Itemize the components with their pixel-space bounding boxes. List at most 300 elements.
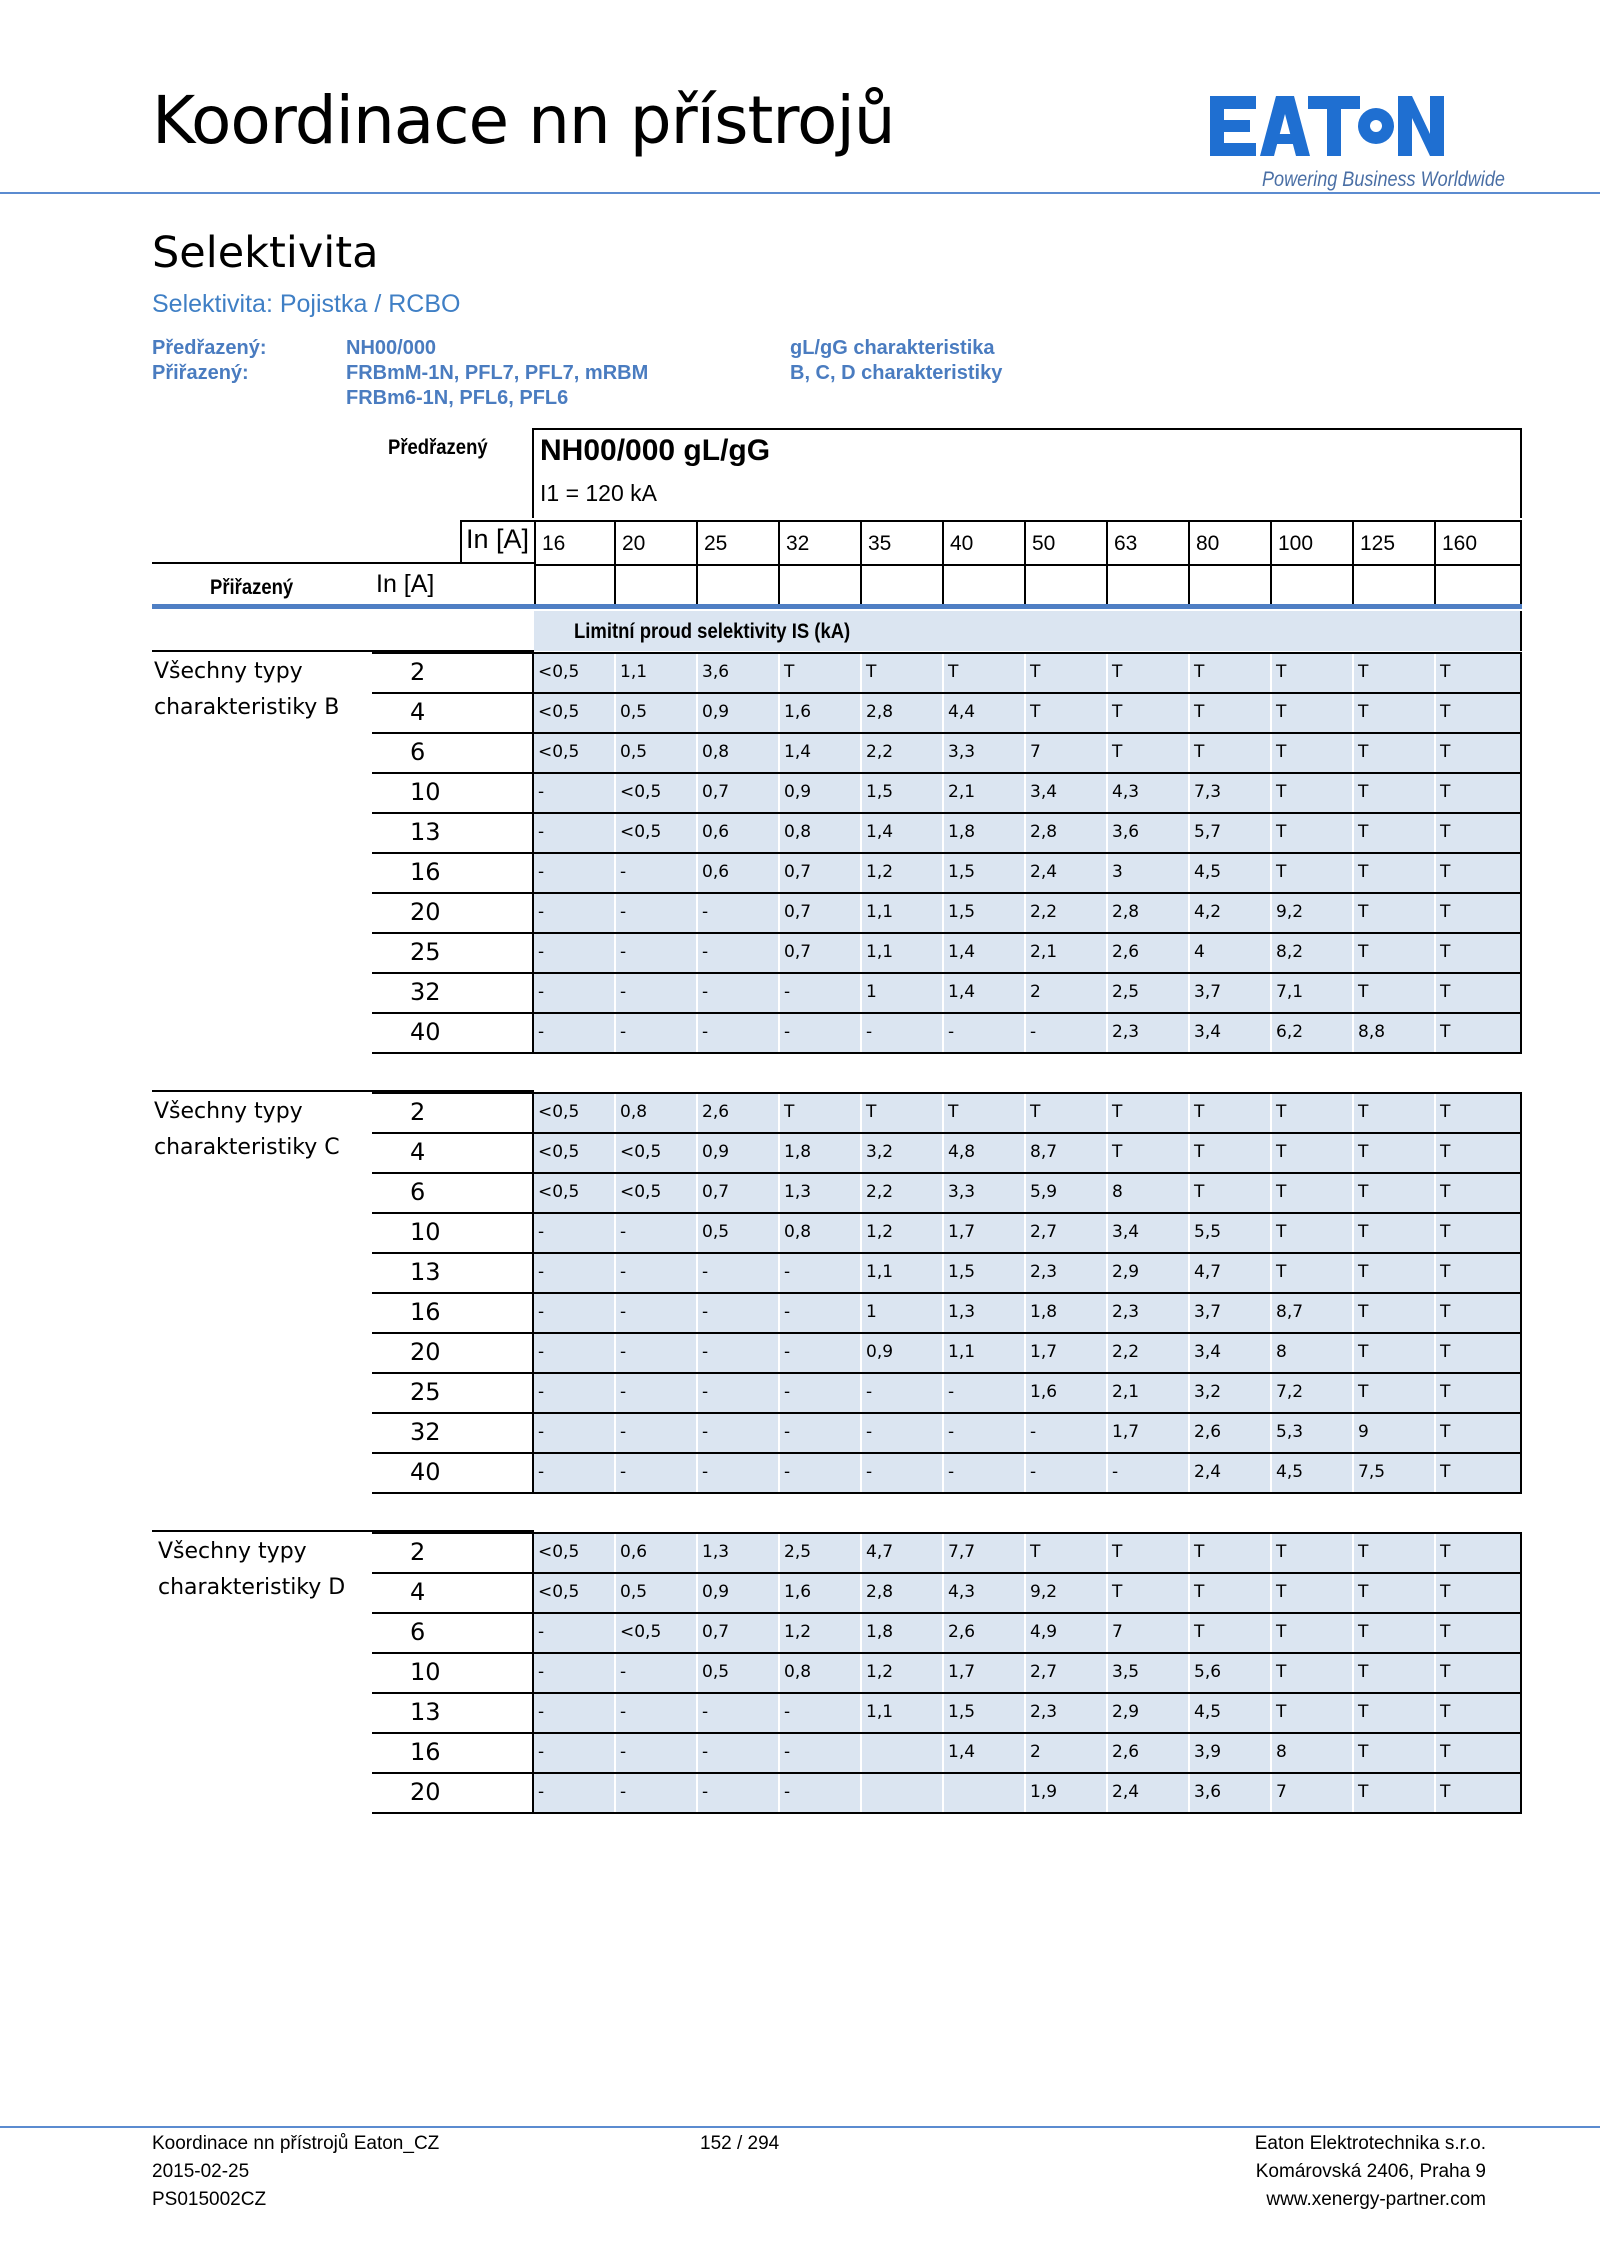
table-cell: 4,4 [944, 694, 1026, 732]
table-cell: T [1026, 1094, 1108, 1132]
table-cell: - [698, 1694, 780, 1732]
table-cell: T [1354, 1134, 1436, 1172]
table-cell: - [698, 894, 780, 932]
table-cell: - [780, 1374, 862, 1412]
table-cell: - [944, 1014, 1026, 1052]
table-cell: 7,2 [1272, 1374, 1354, 1412]
table-row [534, 1172, 1522, 1212]
table-cell: - [698, 974, 780, 1012]
table-cell: T [1272, 654, 1354, 692]
footer-company: Eaton Elektrotechnika s.r.o. [1254, 2133, 1486, 2154]
row-in-label: 2 [372, 1532, 532, 1572]
rating-spacer-cell [780, 564, 862, 608]
table-cell: 5,7 [1190, 814, 1272, 852]
table-cell: T [1354, 1654, 1436, 1692]
table-cell: - [534, 1774, 616, 1812]
table-row [534, 1372, 1522, 1412]
row-in-label: 4 [372, 692, 532, 732]
table-cell: 2,1 [1108, 1374, 1190, 1412]
table-cell: 0,8 [780, 1214, 862, 1252]
table-cell: - [616, 1294, 698, 1332]
table-cell: 8 [1108, 1174, 1190, 1212]
table-cell: - [780, 1014, 862, 1052]
table-cell: 1,1 [862, 934, 944, 972]
table-cell: T [1272, 1094, 1354, 1132]
table-cell: 1,2 [862, 1654, 944, 1692]
table-cell: 3,5 [1108, 1654, 1190, 1692]
table-cell: 3,2 [862, 1134, 944, 1172]
table-cell: 6,2 [1272, 1014, 1354, 1052]
table-cell: <0,5 [534, 654, 616, 692]
table-cell: <0,5 [534, 734, 616, 772]
rating-spacer-cell [1272, 564, 1354, 608]
table-cell: T [1108, 1134, 1190, 1172]
table-cell: 2 [1026, 1734, 1108, 1772]
section-subtitle: Selektivita: Pojistka / RCBO [152, 290, 461, 318]
footer-website: www.xenergy-partner.com [1266, 2189, 1486, 2210]
assigned-header-rule [152, 562, 534, 564]
table-cell: 1,2 [862, 854, 944, 892]
row-in-label: 4 [372, 1132, 532, 1172]
table-cell: - [534, 814, 616, 852]
table-cell: T [1354, 1374, 1436, 1412]
table-cell: 2,6 [1108, 1734, 1190, 1772]
row-in-label: 25 [372, 932, 532, 972]
table-cell: - [780, 1254, 862, 1292]
table-cell: T [1354, 1574, 1436, 1612]
table-cell: 3,4 [1190, 1014, 1272, 1052]
table-row [534, 1692, 1522, 1732]
table-row [534, 1452, 1522, 1492]
row-in-label: 6 [372, 732, 532, 772]
table-row [534, 1652, 1522, 1692]
table-cell: T [1354, 1094, 1436, 1132]
table-cell: 2,6 [1108, 934, 1190, 972]
table-cell: 1,4 [780, 734, 862, 772]
table-cell: T [1190, 1094, 1272, 1132]
table-cell: - [534, 934, 616, 972]
table-cell: - [616, 1774, 698, 1812]
table-cell: - [1026, 1454, 1108, 1492]
table-cell: - [616, 1214, 698, 1252]
table-row [534, 652, 1522, 692]
table-cell: T [1272, 1534, 1354, 1572]
table-cell: T [1108, 1534, 1190, 1572]
group-label-line2: charakteristiky C [154, 1135, 340, 1160]
rating-spacer-cell [944, 564, 1026, 608]
table-cell: - [534, 974, 616, 1012]
table-row [534, 1612, 1522, 1652]
table-cell: T [1108, 1094, 1190, 1132]
table-cell: T [1440, 1742, 1451, 1762]
table-cell: 0,5 [616, 694, 698, 732]
table-cell: 1,7 [944, 1654, 1026, 1692]
rating-header-cell: 125 [1354, 520, 1436, 564]
row-in-label: 40 [372, 1012, 532, 1052]
group-label-line2: charakteristiky B [154, 695, 340, 720]
table-cell: 2,1 [1026, 934, 1108, 972]
table-cell: - [780, 1414, 862, 1452]
table-cell: 1,1 [862, 894, 944, 932]
table-cell: 1,8 [862, 1614, 944, 1652]
table-cell: T [1190, 1534, 1272, 1572]
rating-header-cell: 35 [862, 520, 944, 564]
table-cell [862, 1734, 944, 1772]
table-cell: 1,1 [944, 1334, 1026, 1372]
table-cell: 3,6 [1190, 1774, 1272, 1812]
table-cell: T [1354, 1214, 1436, 1252]
table-cell: - [534, 1254, 616, 1292]
table-cell: T [1440, 982, 1451, 1002]
rating-header-cell: 32 [780, 520, 862, 564]
table-cell: T [1354, 1294, 1436, 1332]
rating-spacer-cell [534, 564, 616, 608]
table-cell: 1,9 [1026, 1774, 1108, 1812]
table-cell: - [616, 1454, 698, 1492]
downstream-meta-characteristic: B, C, D charakteristiky [790, 362, 1003, 384]
table-cell: T [1272, 1694, 1354, 1732]
table-cell: - [698, 1254, 780, 1292]
table-cell: 9,2 [1272, 894, 1354, 932]
footer-doc-id: PS015002CZ [152, 2189, 267, 2210]
table-cell: - [780, 1454, 862, 1492]
row-in-label: 20 [372, 1772, 532, 1812]
table-cell: - [616, 934, 698, 972]
table-cell: T [1026, 694, 1108, 732]
table-row [534, 852, 1522, 892]
table-cell: T [780, 1094, 862, 1132]
table-cell: T [1272, 694, 1354, 732]
table-cell: 0,7 [698, 1174, 780, 1212]
table-cell: T [1108, 734, 1190, 772]
table-cell: T [1440, 1662, 1451, 1682]
table-cell: T [1354, 974, 1436, 1012]
row-in-label: 13 [372, 1692, 532, 1732]
table-row [534, 1092, 1522, 1132]
table-cell: - [944, 1454, 1026, 1492]
rating-header-cell: 100 [1272, 520, 1354, 564]
table-row [534, 692, 1522, 732]
table-row [534, 1012, 1522, 1052]
table-cell: <0,5 [616, 1174, 698, 1212]
table-cell: T [1272, 1174, 1354, 1212]
table-cell: T [1026, 1534, 1108, 1572]
table-cell: T [1190, 694, 1272, 732]
table-cell: - [534, 774, 616, 812]
table-cell: 2,8 [862, 694, 944, 732]
table-cell: 1,7 [1108, 1414, 1190, 1452]
table-cell: 7,3 [1190, 774, 1272, 812]
table-cell: T [1190, 1174, 1272, 1212]
table-cell: - [616, 1694, 698, 1732]
table-cell: <0,5 [534, 1134, 616, 1172]
table-cell: - [780, 1334, 862, 1372]
row-in-label: 40 [372, 1452, 532, 1492]
row-in-label: 13 [372, 812, 532, 852]
table-cell: - [534, 894, 616, 932]
table-cell: T [1354, 1254, 1436, 1292]
table-cell: 3,6 [698, 654, 780, 692]
group-label-line1: Všechny typy [154, 1099, 303, 1124]
table-cell: T [862, 1094, 944, 1132]
footer-page-number: 152 / 294 [700, 2133, 780, 2154]
table-cell: 5,9 [1026, 1174, 1108, 1212]
rating-spacer-cell [1108, 564, 1190, 608]
table-cell: - [534, 1614, 616, 1652]
table-cell: - [534, 1694, 616, 1732]
table-cell: - [534, 1374, 616, 1412]
table-cell [862, 1774, 944, 1812]
table-cell: - [616, 1334, 698, 1372]
table-cell: - [616, 974, 698, 1012]
row-in-label: 25 [372, 1372, 532, 1412]
table-cell: 0,6 [616, 1534, 698, 1572]
table-cell: 3,7 [1190, 1294, 1272, 1332]
table-cell: - [698, 1374, 780, 1412]
table-cell: - [780, 974, 862, 1012]
table-cell: 2,7 [1026, 1214, 1108, 1252]
table-cell: - [862, 1414, 944, 1452]
table-cell: T [1440, 1702, 1451, 1722]
header-divider [0, 192, 1600, 194]
table-row [534, 1212, 1522, 1252]
table-cell: T [1354, 734, 1436, 772]
table-cell: 2,8 [1026, 814, 1108, 852]
table-cell: - [616, 1014, 698, 1052]
table-cell: 1,1 [616, 654, 698, 692]
upstream-meta-characteristic: gL/gG charakteristika [790, 337, 995, 359]
table-cell: 8,8 [1354, 1014, 1436, 1052]
table-cell: 0,7 [780, 934, 862, 972]
table-cell: - [698, 1734, 780, 1772]
row-in-label: 2 [372, 652, 532, 692]
table-cell: - [698, 1454, 780, 1492]
table-cell: T [1272, 734, 1354, 772]
table-cell: T [1440, 1622, 1451, 1642]
table-cell: 0,9 [698, 1134, 780, 1172]
table-cell: - [534, 1294, 616, 1332]
table-cell: T [1440, 1422, 1451, 1442]
table-cell: - [616, 854, 698, 892]
table-cell: 8 [1272, 1734, 1354, 1772]
table-cell: T [1440, 1262, 1451, 1282]
downstream-meta-label: Přiřazený: [152, 362, 249, 384]
table-cell: 2,9 [1108, 1254, 1190, 1292]
table-cell: 1,4 [944, 1734, 1026, 1772]
table-cell: 4,8 [944, 1134, 1026, 1172]
table-cell: 4,3 [944, 1574, 1026, 1612]
table-cell: T [1354, 814, 1436, 852]
table-cell: 0,8 [780, 1654, 862, 1692]
table-cell: 0,7 [698, 1614, 780, 1652]
table-cell: T [1272, 774, 1354, 812]
eaton-logo [1210, 94, 1444, 158]
table-cell: 0,5 [698, 1654, 780, 1692]
table-cell: - [698, 1774, 780, 1812]
table-cell: - [534, 1214, 616, 1252]
table-cell: - [616, 1374, 698, 1412]
table-row [534, 1252, 1522, 1292]
row-in-label: 32 [372, 1412, 532, 1452]
rating-header-cell: 25 [698, 520, 780, 564]
table-cell: T [1440, 902, 1451, 922]
table-cell: - [1108, 1454, 1190, 1492]
row-in-label: 20 [372, 892, 532, 932]
rating-header-cell: 80 [1190, 520, 1272, 564]
table-cell: 0,6 [698, 854, 780, 892]
table-row [534, 932, 1522, 972]
table-cell: - [534, 1014, 616, 1052]
rating-spacer-cell [1354, 564, 1436, 608]
table-cell: 1,3 [780, 1174, 862, 1212]
table-cell: 1 [862, 1294, 944, 1332]
table-cell: 7 [1108, 1614, 1190, 1652]
table-cell: 7 [1272, 1774, 1354, 1812]
rating-spacer-cell [698, 564, 780, 608]
row-in-label: 10 [372, 1212, 532, 1252]
table-cell: 2,5 [1108, 974, 1190, 1012]
table-cell: - [534, 1414, 616, 1452]
table-cell [944, 1774, 1026, 1812]
row-in-label: 20 [372, 1332, 532, 1372]
table-cell: 3,3 [944, 734, 1026, 772]
table-cell: - [780, 1774, 862, 1812]
table-cell: 0,5 [698, 1214, 780, 1252]
rating-spacer-cell [862, 564, 944, 608]
footer-divider [0, 2126, 1600, 2128]
table-cell: 2,6 [1190, 1414, 1272, 1452]
table-cell: 0,5 [616, 734, 698, 772]
table-cell: - [534, 1734, 616, 1772]
table-cell: 2,8 [1108, 894, 1190, 932]
table-cell: T [1272, 1654, 1354, 1692]
table-cell: - [698, 1294, 780, 1332]
table-cell: <0,5 [616, 1614, 698, 1652]
table-cell: 2,4 [1190, 1454, 1272, 1492]
table-cell: - [616, 1254, 698, 1292]
table-cell: 1,1 [862, 1254, 944, 1292]
table-cell: 1,5 [944, 894, 1026, 932]
table-cell: - [1026, 1014, 1108, 1052]
table-cell: 2,3 [1026, 1694, 1108, 1732]
rating-header-cell: 20 [616, 520, 698, 564]
table-cell: 7,5 [1354, 1454, 1436, 1492]
rating-spacer-cell [1436, 564, 1522, 608]
table-cell: 0,7 [780, 894, 862, 932]
table-cell: 4,5 [1190, 854, 1272, 892]
row-in-label: 6 [372, 1172, 532, 1212]
downstream-meta-device-line1: FRBmM-1N, PFL7, PFL7, mRBM [346, 362, 649, 384]
table-cell: - [698, 1014, 780, 1052]
rating-header-cell: 50 [1026, 520, 1108, 564]
table-cell: T [1354, 694, 1436, 732]
table-cell: T [1440, 1302, 1451, 1322]
table-cell: - [944, 1414, 1026, 1452]
assigned-label: Přiřazený [210, 576, 294, 599]
table-cell: 0,6 [698, 814, 780, 852]
table-cell: <0,5 [534, 1534, 616, 1572]
upstream-meta-label: Předřazený: [152, 337, 267, 359]
limit-current-label: Limitní proud selektivity IS (kA) [574, 620, 851, 643]
table-cell: T [1272, 854, 1354, 892]
row-in-label: 13 [372, 1252, 532, 1292]
table-cell: - [698, 1414, 780, 1452]
table-cell: 8,2 [1272, 934, 1354, 972]
table-cell: 1,5 [862, 774, 944, 812]
table-cell: 3,4 [1190, 1334, 1272, 1372]
table-cell: - [616, 1654, 698, 1692]
table-cell: 2,1 [944, 774, 1026, 812]
table-cell: 1,5 [944, 1694, 1026, 1732]
table-cell: 1,8 [1026, 1294, 1108, 1332]
table-cell: 0,8 [780, 814, 862, 852]
table-cell: T [1354, 1334, 1436, 1372]
group-bottom-rule [372, 1052, 1522, 1054]
footer-address: Komárovská 2406, Praha 9 [1255, 2161, 1486, 2182]
table-cell: 0,9 [698, 1574, 780, 1612]
table-cell: 4,7 [862, 1534, 944, 1572]
group-label-line1: Všechny typy [158, 1539, 307, 1564]
table-cell: 4,5 [1190, 1694, 1272, 1732]
table-cell: T [1190, 734, 1272, 772]
table-cell: 5,3 [1272, 1414, 1354, 1452]
table-cell: 1,7 [1026, 1334, 1108, 1372]
table-cell: T [1272, 1214, 1354, 1252]
table-cell: 2,4 [1026, 854, 1108, 892]
row-in-label: 16 [372, 1732, 532, 1772]
table-cell: <0,5 [534, 694, 616, 732]
table-row [534, 1772, 1522, 1812]
table-cell: 0,9 [780, 774, 862, 812]
table-cell: 2,6 [698, 1094, 780, 1132]
table-cell: 2,9 [1108, 1694, 1190, 1732]
table-cell: 1,6 [780, 694, 862, 732]
table-row [534, 892, 1522, 932]
table-cell: T [1440, 1582, 1451, 1602]
table-cell: 3,3 [944, 1174, 1026, 1212]
rating-spacer-cell [1190, 564, 1272, 608]
table-row [534, 772, 1522, 812]
table-cell: T [1026, 654, 1108, 692]
table-cell: T [1440, 942, 1451, 962]
table-cell: 3,4 [1108, 1214, 1190, 1252]
table-cell: - [534, 1454, 616, 1492]
table-cell: 1,7 [944, 1214, 1026, 1252]
table-cell: - [862, 1014, 944, 1052]
table-cell: T [1272, 1254, 1354, 1292]
table-cell: T [1354, 854, 1436, 892]
table-cell: 2,5 [780, 1534, 862, 1572]
row-in-label: 10 [372, 1652, 532, 1692]
page-title: Koordinace nn přístrojů [152, 82, 895, 159]
table-cell: 7,1 [1272, 974, 1354, 1012]
group-label-line2: charakteristiky D [158, 1575, 346, 1600]
table-cell: 2,8 [862, 1574, 944, 1612]
table-cell: T [1190, 1574, 1272, 1612]
table-cell: <0,5 [534, 1094, 616, 1132]
table-cell: 2,7 [1026, 1654, 1108, 1692]
rating-spacer-cell [616, 564, 698, 608]
table-cell: 9,2 [1026, 1574, 1108, 1612]
table-row [534, 1572, 1522, 1612]
table-cell: 1,8 [780, 1134, 862, 1172]
breaking-capacity-label: I1 = 120 kA [540, 480, 657, 506]
table-cell: <0,5 [616, 774, 698, 812]
table-cell: 1,2 [862, 1214, 944, 1252]
table-cell: 3,2 [1190, 1374, 1272, 1412]
rating-spacer-cell [1026, 564, 1108, 608]
table-cell: 8,7 [1272, 1294, 1354, 1332]
